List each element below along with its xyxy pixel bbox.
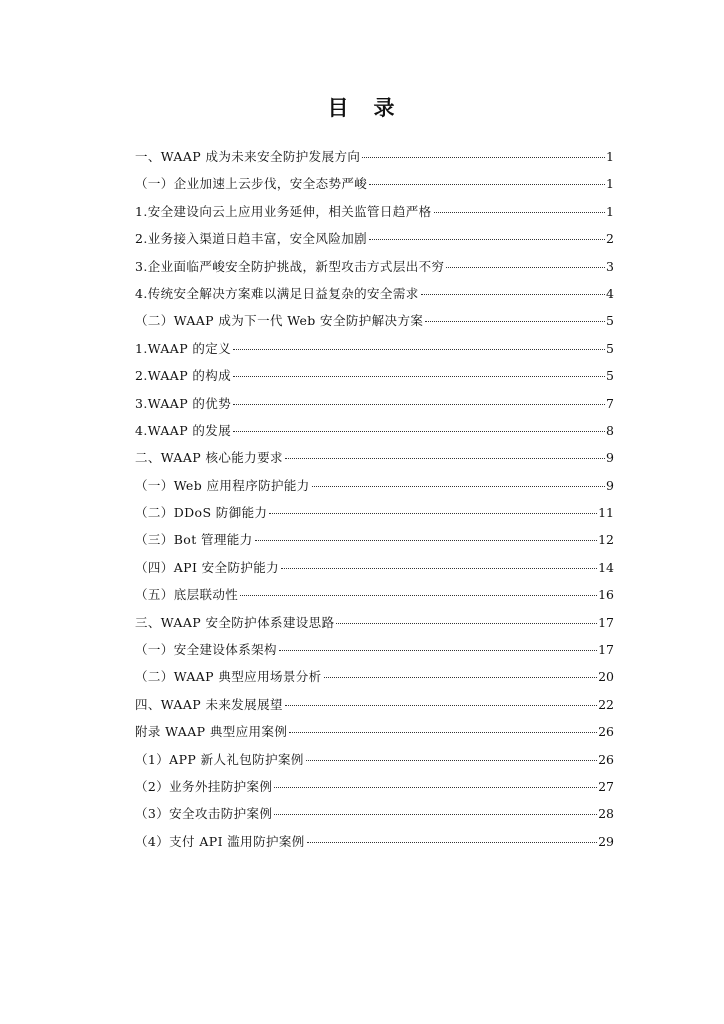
toc-entry-label: 3.企业面临严峻安全防护挑战，新型攻击方式层出不穷 bbox=[135, 258, 445, 274]
toc-entry-page-number: 17 bbox=[598, 614, 614, 630]
dot-leader bbox=[274, 786, 597, 788]
dot-leader bbox=[446, 266, 605, 268]
toc-entry[interactable] bbox=[135, 746, 614, 773]
toc-entry[interactable] bbox=[135, 253, 614, 280]
toc-entry-page-number: 1 bbox=[606, 149, 614, 164]
toc-entry-label: （二）WAAP 成为下一代 Web 安全防护解决方案 bbox=[135, 313, 424, 329]
toc-entry[interactable] bbox=[135, 663, 614, 690]
toc-title: 目 录 bbox=[327, 96, 397, 120]
toc-entry-page-number: 12 bbox=[598, 532, 614, 548]
toc-entry-label: （二）DDoS 防御能力 bbox=[135, 505, 268, 521]
dot-leader bbox=[369, 183, 605, 185]
dot-leader bbox=[233, 348, 605, 350]
toc-entry-page-number: 16 bbox=[598, 587, 614, 603]
toc-entry-page-number: 14 bbox=[598, 559, 614, 575]
toc-entry-page-number: 9 bbox=[606, 477, 614, 493]
dot-leader bbox=[434, 211, 605, 213]
toc-entry-page-number: 11 bbox=[598, 505, 614, 521]
toc-entry[interactable] bbox=[135, 417, 614, 444]
toc-entry-page-number: 22 bbox=[598, 696, 614, 712]
toc-entry-page-number: 9 bbox=[606, 450, 614, 466]
toc-entry[interactable] bbox=[135, 198, 614, 225]
toc-entry-page-number: 7 bbox=[606, 395, 614, 411]
toc-entry[interactable] bbox=[135, 499, 614, 526]
dot-leader bbox=[269, 512, 597, 514]
toc-entry[interactable] bbox=[135, 609, 614, 636]
toc-entry-label: （五）底层联动性 bbox=[135, 587, 239, 603]
dot-leader bbox=[274, 813, 597, 815]
toc-entry-label: （三）Bot 管理能力 bbox=[135, 532, 253, 548]
toc-entry-label: （一）企业加速上云步伐，安全态势严峻 bbox=[135, 176, 368, 192]
toc-entry-page-number: 8 bbox=[606, 422, 614, 438]
dot-leader bbox=[336, 622, 597, 624]
dot-leader bbox=[306, 759, 597, 761]
toc-entry-page-number: 27 bbox=[598, 778, 614, 794]
toc-entry-label: （4）支付 API 滥用防护案例 bbox=[135, 833, 305, 849]
toc-entry[interactable] bbox=[135, 143, 614, 170]
toc-entry-label: （2）业务外挂防护案例 bbox=[135, 778, 273, 794]
toc-entry-label: 三、WAAP 安全防护体系建设思路 bbox=[135, 614, 335, 630]
toc-entry-label: 1.安全建设向云上应用业务延伸，相关监管日趋严格 bbox=[135, 203, 432, 219]
toc-entry-page-number: 5 bbox=[606, 313, 614, 329]
toc-entry[interactable] bbox=[135, 280, 614, 307]
dot-leader bbox=[281, 567, 597, 569]
toc-entry[interactable] bbox=[135, 773, 614, 800]
dot-leader bbox=[255, 539, 597, 541]
toc-entry[interactable] bbox=[135, 691, 614, 718]
toc-entry-label: 4.WAAP 的发展 bbox=[135, 422, 232, 438]
toc-entry-label: 四、WAAP 未来发展展望 bbox=[135, 696, 283, 712]
toc-entry[interactable] bbox=[135, 472, 614, 499]
toc-entry-page-number: 28 bbox=[598, 806, 614, 822]
toc-entry-label: 一、WAAP 成为未来安全防护发展方向 bbox=[135, 149, 361, 164]
toc-entry[interactable] bbox=[135, 225, 614, 252]
toc-entry-label: （3）安全攻击防护案例 bbox=[135, 806, 273, 822]
toc-entry-label: 3.WAAP 的优势 bbox=[135, 395, 232, 411]
dot-leader bbox=[240, 594, 597, 596]
dot-leader bbox=[285, 457, 605, 459]
toc-entry[interactable] bbox=[135, 581, 614, 608]
toc-entry-page-number: 20 bbox=[598, 669, 614, 685]
toc-entry[interactable] bbox=[135, 526, 614, 553]
toc-entry-label: 2.业务接入渠道日趋丰富，安全风险加剧 bbox=[135, 231, 368, 247]
toc-entry-label: 1.WAAP 的定义 bbox=[135, 340, 232, 356]
toc-entry-page-number: 5 bbox=[606, 368, 614, 384]
toc-entry-label: 2.WAAP 的构成 bbox=[135, 368, 232, 384]
toc-entry-page-number: 4 bbox=[606, 285, 614, 301]
toc-entry[interactable] bbox=[135, 444, 614, 471]
dot-leader bbox=[312, 485, 605, 487]
dot-leader bbox=[362, 156, 605, 158]
toc-entry-page-number: 29 bbox=[598, 833, 614, 849]
toc-entry[interactable] bbox=[135, 390, 614, 417]
dot-leader bbox=[233, 430, 605, 432]
dot-leader bbox=[285, 704, 597, 706]
toc-list bbox=[135, 143, 614, 855]
toc-entry[interactable] bbox=[135, 828, 614, 855]
toc-entry-label: （四）API 安全防护能力 bbox=[135, 559, 280, 575]
dot-leader bbox=[369, 238, 605, 240]
toc-entry[interactable] bbox=[135, 636, 614, 663]
dot-leader bbox=[233, 403, 605, 405]
dot-leader bbox=[279, 649, 597, 651]
toc-entry-page-number: 1 bbox=[606, 203, 614, 219]
dot-leader bbox=[233, 375, 605, 377]
toc-entry-label: （一）安全建设体系架构 bbox=[135, 642, 277, 658]
toc-entry-label: 二、WAAP 核心能力要求 bbox=[135, 450, 283, 466]
toc-entry-label: 附录 WAAP 典型应用案例 bbox=[135, 724, 288, 740]
toc-entry-page-number: 3 bbox=[606, 258, 614, 274]
dot-leader bbox=[289, 731, 597, 733]
toc-entry[interactable] bbox=[135, 554, 614, 581]
dot-leader bbox=[425, 320, 605, 322]
toc-entry-page-number: 26 bbox=[598, 751, 614, 767]
toc-entry[interactable] bbox=[135, 800, 614, 827]
dot-leader bbox=[307, 841, 597, 843]
toc-entry[interactable] bbox=[135, 335, 614, 362]
toc-entry-label: （1）APP 新人礼包防护案例 bbox=[135, 751, 304, 767]
dot-leader bbox=[324, 676, 598, 678]
toc-entry-page-number: 1 bbox=[606, 176, 614, 192]
toc-entry-label: 4.传统安全解决方案难以满足日益复杂的安全需求 bbox=[135, 285, 419, 301]
toc-entry[interactable] bbox=[135, 362, 614, 389]
toc-entry[interactable] bbox=[135, 718, 614, 745]
toc-entry-page-number: 26 bbox=[598, 724, 614, 740]
toc-entry-page-number: 2 bbox=[606, 231, 614, 247]
toc-entry[interactable] bbox=[135, 170, 614, 197]
toc-entry-page-number: 5 bbox=[606, 340, 614, 356]
toc-entry-label: （二）WAAP 典型应用场景分析 bbox=[135, 669, 322, 685]
dot-leader bbox=[421, 293, 605, 295]
toc-entry-page-number: 17 bbox=[598, 642, 614, 658]
toc-entry-label: （一）Web 应用程序防护能力 bbox=[135, 477, 310, 493]
toc-entry[interactable] bbox=[135, 307, 614, 334]
